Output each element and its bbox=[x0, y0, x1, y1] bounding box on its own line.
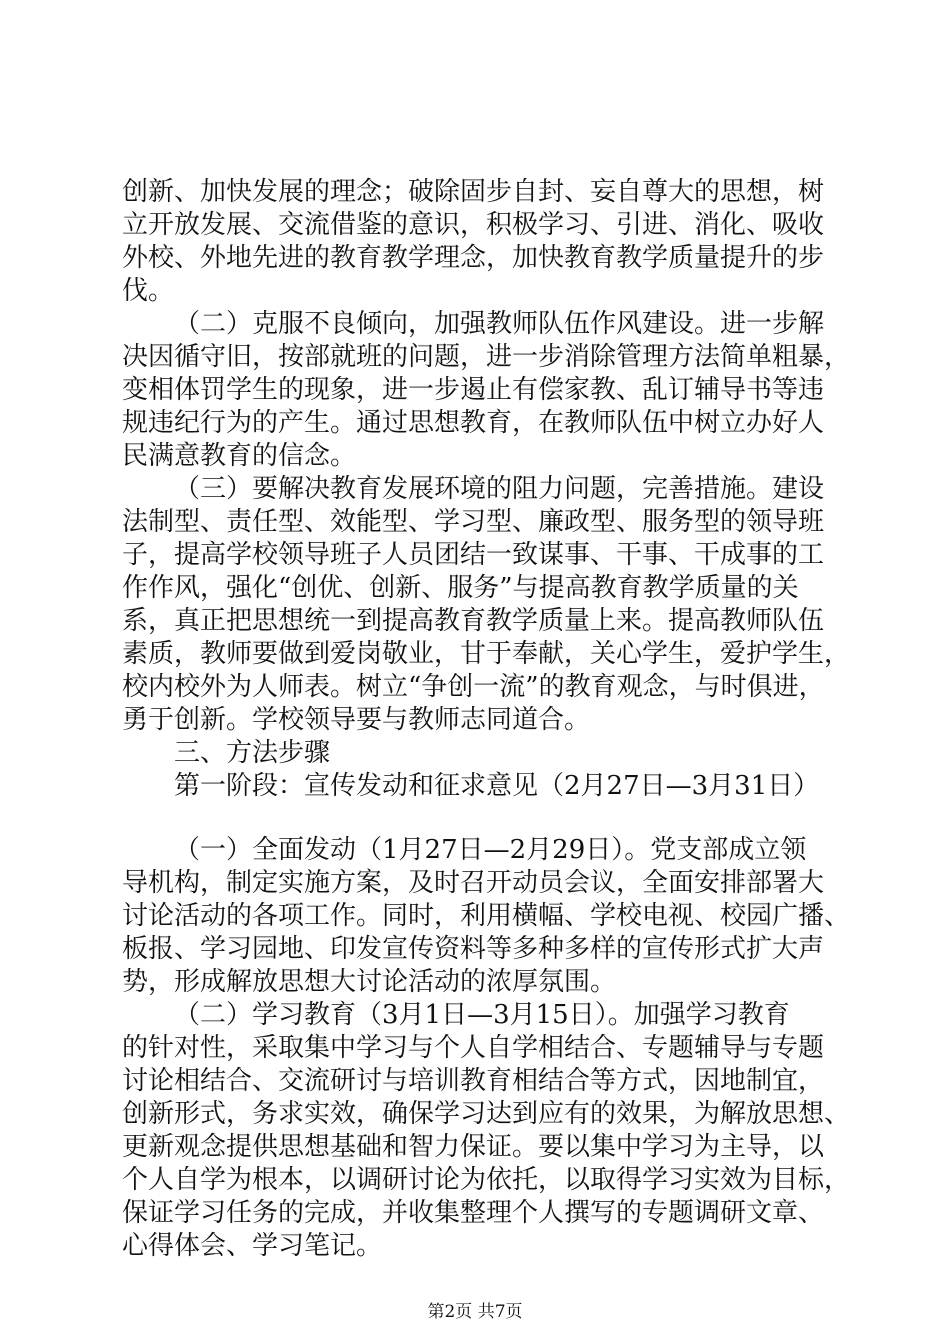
text-line: 的针对性，采取集中学习与个人自学相结合、专题辅导与专题 bbox=[122, 1033, 825, 1063]
text-line: 个人自学为根本，以调研讨论为依托，以取得学习实效为目标， bbox=[122, 1165, 851, 1195]
text-line: 勇于创新。学校领导要与教师志同道合。 bbox=[122, 705, 591, 735]
text-line: 心得体会、学习笔记。 bbox=[122, 1231, 383, 1261]
text-line: 势，形成解放思想大讨论活动的浓厚氛围。 bbox=[122, 967, 617, 997]
text-line: 更新观念提供思想基础和智力保证。要以集中学习为主导，以 bbox=[122, 1132, 825, 1162]
text-line: 创新、加快发展的理念；破除固步自封、妄自尊大的思想，树 bbox=[122, 177, 825, 207]
text-line: 板报、学习园地、印发宣传资料等多种多样的宣传形式扩大声 bbox=[122, 934, 825, 964]
text-line: 讨论活动的各项工作。同时，利用横幅、学校电视、校园广播、 bbox=[122, 901, 851, 931]
text-line: 系，真正把思想统一到提高教育教学质量上来。提高教师队伍 bbox=[122, 606, 825, 636]
paragraph-first-line: （一）全面发动（1月27日—2月29日）。党支部成立领 bbox=[174, 835, 807, 865]
text-line: 子，提高学校领导班子人员团结一致谋事、干事、干成事的工 bbox=[122, 540, 825, 570]
text-line: 立开放发展、交流借鉴的意识，积极学习、引进、消化、吸收 bbox=[122, 210, 825, 240]
page-number-footer: 第2页 共7页 bbox=[427, 1302, 523, 1322]
paragraph-first-line: （三）要解决教育发展环境的阻力问题，完善措施。建设 bbox=[174, 474, 825, 504]
text-line: 作作风，强化“创优、创新、服务”与提高教育教学质量的关 bbox=[122, 573, 799, 603]
text-line: 变相体罚学生的现象，进一步遏止有偿家教、乱订辅导书等违 bbox=[122, 375, 825, 405]
text-line: 法制型、责任型、效能型、学习型、廉政型、服务型的领导班 bbox=[122, 507, 825, 537]
text-line: 创新形式，务求实效，确保学习达到应有的效果，为解放思想、 bbox=[122, 1099, 851, 1129]
text-line: 决因循守旧，按部就班的问题，进一步消除管理方法简单粗暴， bbox=[122, 342, 851, 372]
text-line: 保证学习任务的完成，并收集整理个人撰写的专题调研文章、 bbox=[122, 1198, 825, 1228]
stage-heading: 第一阶段：宣传发动和征求意见（2月27日—3月31日） bbox=[174, 771, 820, 801]
text-line: 素质，教师要做到爱岗敬业，甘于奉献，关心学生，爱护学生， bbox=[122, 639, 851, 669]
text-line: 讨论相结合、交流研讨与培训教育相结合等方式，因地制宜， bbox=[122, 1066, 825, 1096]
text-line: 伐。 bbox=[122, 276, 175, 306]
text-line: 校内校外为人师表。树立“争创一流”的教育观念，与时俱进， bbox=[122, 672, 825, 702]
text-line: 规违纪行为的产生。通过思想教育，在教师队伍中树立办好人 bbox=[122, 408, 825, 438]
text-line: 导机构，制定实施方案，及时召开动员会议，全面安排部署大 bbox=[122, 868, 825, 898]
text-line: 外校、外地先进的教育教学理念，加快教育教学质量提升的步 bbox=[122, 243, 825, 273]
paragraph-first-line: （二）克服不良倾向，加强教师队伍作风建设。进一步解 bbox=[174, 309, 825, 339]
paragraph-first-line: （二）学习教育（3月1日—3月15日）。加强学习教育 bbox=[174, 1000, 790, 1030]
text-line: 民满意教育的信念。 bbox=[122, 441, 357, 471]
section-heading: 三、方法步骤 bbox=[174, 738, 331, 768]
